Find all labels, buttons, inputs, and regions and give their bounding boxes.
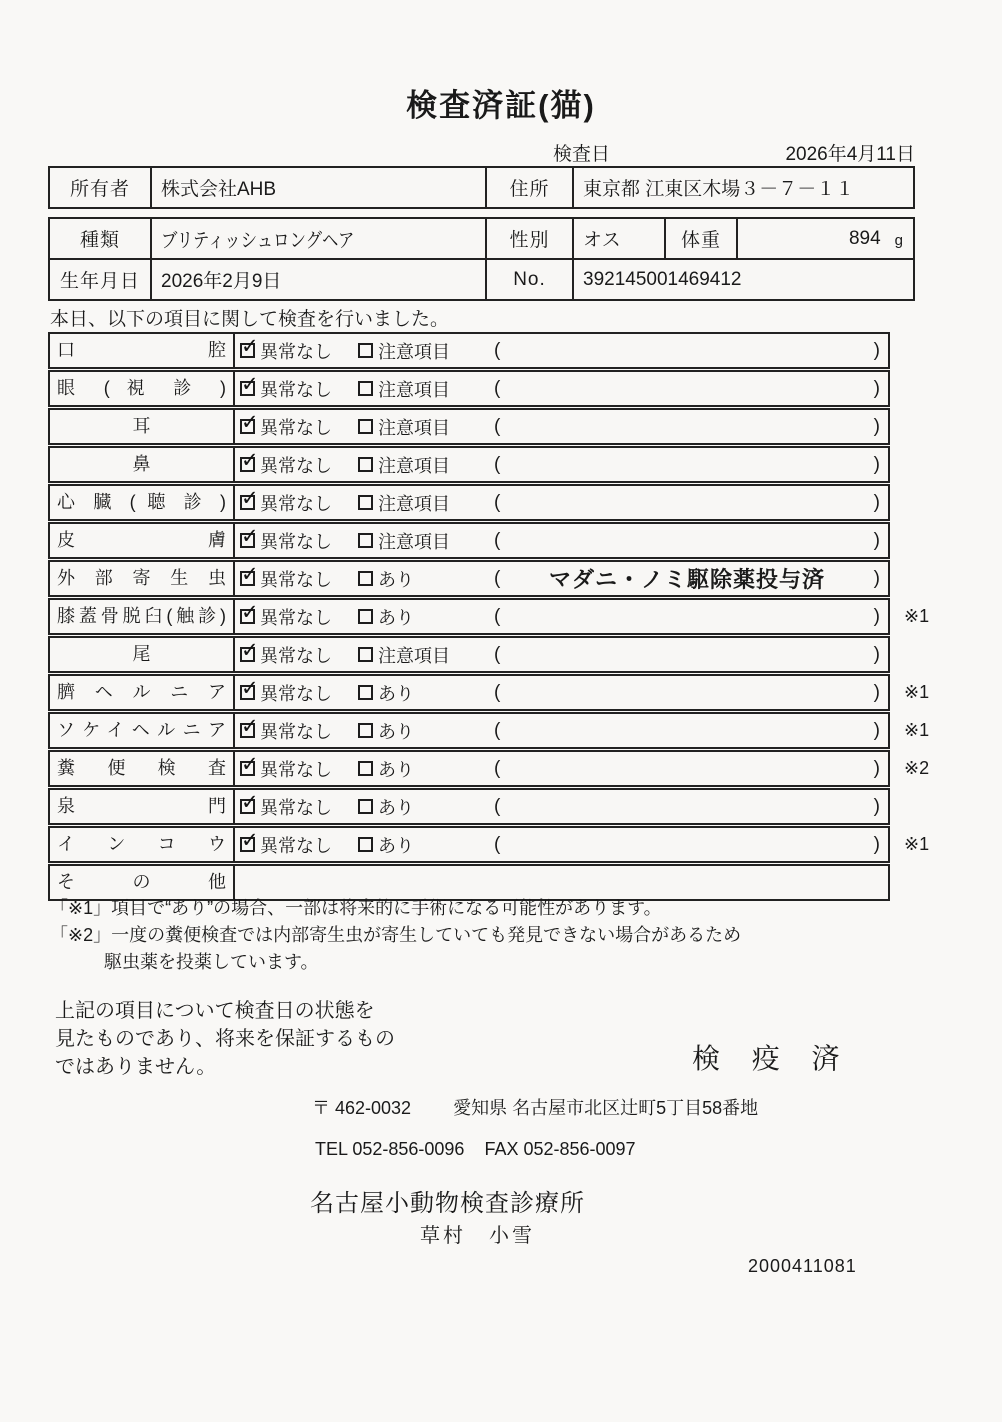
checkbox-no-abnormality <box>240 685 255 700</box>
option-group <box>240 452 358 478</box>
checkbox-present <box>358 799 373 814</box>
option-group <box>358 604 492 630</box>
birth-row <box>50 258 913 299</box>
paren-open: ( <box>494 453 501 475</box>
option-label: 異常なし <box>260 531 332 552</box>
checklist-row <box>48 370 890 407</box>
footnote-marker: ※1 <box>904 606 930 626</box>
checkbox-no-abnormality <box>240 723 255 738</box>
paren-open: ( <box>494 605 501 627</box>
checkbox-no-abnormality <box>240 799 255 814</box>
remarks-field <box>492 492 888 514</box>
checklist-row-content <box>235 448 888 481</box>
checkbox-present <box>358 571 373 586</box>
weight-unit: g <box>894 232 903 249</box>
checkbox-no-abnormality <box>240 571 255 586</box>
option-label: あり <box>378 835 414 856</box>
checklist-row-content <box>235 790 888 823</box>
remarks-field <box>492 720 888 742</box>
remarks-field <box>492 796 888 818</box>
checkbox-attention <box>358 533 373 548</box>
footnote-marker: ※1 <box>904 834 930 854</box>
option-group <box>240 490 358 516</box>
checkbox-present <box>358 761 373 776</box>
inspection-date-label: 検査日 <box>553 144 611 165</box>
checkbox-no-abnormality <box>240 495 255 510</box>
option-group <box>358 376 492 402</box>
clinic-postal-code: 〒 462-0032 <box>312 1098 412 1118</box>
option-label: あり <box>378 797 414 818</box>
option-group <box>358 718 492 744</box>
owner-value: 株式会社AHB <box>152 168 487 207</box>
checklist-item-label: 外 部 寄 生 虫 <box>50 562 235 595</box>
checklist-item-label: 耳 <box>50 410 235 443</box>
option-group <box>358 528 492 554</box>
option-label: あり <box>378 683 414 704</box>
option-group <box>358 414 492 440</box>
option-label: 異常なし <box>260 493 332 514</box>
checklist-item-label: 眼 ( 視 診 ) <box>50 372 235 405</box>
option-group <box>240 642 358 668</box>
footnote-marker: ※1 <box>904 682 930 702</box>
option-label: 異常なし <box>260 797 332 818</box>
option-label: 異常なし <box>260 455 332 476</box>
spacer <box>464 1139 484 1160</box>
paren-close: ) <box>873 795 880 817</box>
breed-row <box>50 219 913 258</box>
footnote-marker: ※2 <box>904 758 930 778</box>
remarks-field <box>492 416 888 438</box>
quarantine-passed-stamp: 検 疫 済 <box>692 1043 852 1074</box>
disclaimer-line: 見たものであり、将来を保証するもの <box>55 1028 395 1050</box>
checklist-row <box>48 826 930 863</box>
sex-value: オス <box>574 219 666 258</box>
checklist-row-content <box>235 676 888 709</box>
checkbox-no-abnormality <box>240 647 255 662</box>
checklist-row-content <box>235 752 888 785</box>
option-label: 異常なし <box>260 759 332 780</box>
paren-close: ) <box>873 491 880 513</box>
option-group <box>358 338 492 364</box>
birthdate-value: 2026年2月9日 <box>152 260 487 299</box>
checklist-row <box>48 408 890 445</box>
paren-open: ( <box>494 377 501 399</box>
checklist-item-label: 皮 膚 <box>50 524 235 557</box>
clinic-name: 名古屋小動物検査診療所 <box>310 1190 585 1217</box>
weight-value: 894 g <box>848 227 903 249</box>
remarks-field <box>492 530 888 552</box>
intro-text: 本日、以下の項目に関して検査を行いました。 <box>50 309 450 330</box>
owner-row <box>50 168 913 207</box>
checkbox-no-abnormality <box>240 837 255 852</box>
remarks-field <box>492 378 888 400</box>
checklist-item-label: イ ン コ ウ <box>50 828 235 861</box>
paren-close: ) <box>873 681 880 703</box>
remarks-text: マダニ・ノミ駆除薬投与済 <box>548 567 825 592</box>
option-group <box>358 680 492 706</box>
checklist-row <box>48 484 890 521</box>
paren-open: ( <box>494 719 501 741</box>
option-label: 異常なし <box>260 721 332 742</box>
option-group <box>240 414 358 440</box>
address-value: 東京都 江東区木場３－７－１１ <box>583 179 855 200</box>
checkbox-attention <box>358 381 373 396</box>
inspection-date-row <box>0 139 1002 165</box>
option-label: 注意項目 <box>378 455 450 476</box>
paren-close: ) <box>873 415 880 437</box>
checklist-row <box>48 788 890 825</box>
option-label: 異常なし <box>260 835 332 856</box>
checklist-row-content <box>235 714 888 747</box>
option-label: 異常なし <box>260 683 332 704</box>
option-label: あり <box>378 607 414 628</box>
veterinarian-name: 草村 小雪 <box>420 1225 535 1247</box>
paren-open: ( <box>494 833 501 855</box>
option-label: あり <box>378 759 414 780</box>
remarks-field <box>492 758 888 780</box>
remarks-field <box>492 606 888 628</box>
paren-close: ) <box>873 643 880 665</box>
checklist-row <box>48 522 890 559</box>
checkbox-attention <box>358 457 373 472</box>
option-group <box>358 756 492 782</box>
breed-value: ブリティッシュロングヘア <box>152 219 487 258</box>
remarks-field <box>492 340 888 362</box>
paren-close: ) <box>873 605 880 627</box>
checklist-row-content <box>235 372 888 405</box>
checklist-item-label: 臍 ヘ ル ニ ア <box>50 676 235 709</box>
checklist-row <box>48 598 930 635</box>
checkbox-present <box>358 723 373 738</box>
paren-close: ) <box>873 567 880 589</box>
checklist-row-content <box>235 562 888 595</box>
option-label: 異常なし <box>260 569 332 590</box>
paren-open: ( <box>494 643 501 665</box>
checklist-row <box>48 750 930 787</box>
checklist-row-content <box>235 334 888 367</box>
checklist-row <box>48 446 890 483</box>
checklist-item-label: 泉 門 <box>50 790 235 823</box>
paren-open: ( <box>494 339 501 361</box>
option-group <box>240 794 358 820</box>
footnote-2-continued: 駆虫薬を投薬しています。 <box>104 952 319 972</box>
option-group <box>240 566 358 592</box>
checkbox-attention <box>358 419 373 434</box>
checklist-row <box>48 560 890 597</box>
sex-label: 性別 <box>487 219 574 258</box>
footnote-marker: ※1 <box>904 720 930 740</box>
checklist-row <box>48 712 930 749</box>
option-group <box>240 756 358 782</box>
checklist-item-label: 糞 便 検 査 <box>50 752 235 785</box>
checklist-row-content <box>235 600 888 633</box>
option-group <box>358 566 492 592</box>
inspection-date-value: 2026年4月11日 <box>785 144 915 165</box>
checkbox-present <box>358 685 373 700</box>
clinic-address-line <box>312 1094 758 1120</box>
paren-open: ( <box>494 757 501 779</box>
checklist-item-label: 膝蓋骨脱臼(触診) <box>50 600 235 633</box>
option-label: あり <box>378 569 414 590</box>
option-group <box>240 376 358 402</box>
option-group <box>358 490 492 516</box>
checklist-item-label: 心 臓 ( 聴 診 ) <box>50 486 235 519</box>
checkbox-no-abnormality <box>240 609 255 624</box>
clinic-address: 愛知県 名古屋市北区辻町5丁目58番地 <box>453 1098 759 1118</box>
footnote-2: 「※2」一度の糞便検査では内部寄生虫が寄生していても発見できない場合があるため <box>50 925 742 945</box>
paren-open: ( <box>494 567 501 589</box>
checkbox-no-abnormality <box>240 343 255 358</box>
disclaimer-line: 上記の項目について検査日の状態を <box>55 1000 375 1022</box>
owner-table <box>48 166 915 209</box>
option-group <box>240 528 358 554</box>
checkbox-no-abnormality <box>240 457 255 472</box>
paren-close: ) <box>873 719 880 741</box>
checklist-row-content <box>235 524 888 557</box>
weight-label: 体重 <box>666 219 738 258</box>
remarks-field <box>492 682 888 704</box>
option-label: 注意項目 <box>378 531 450 552</box>
footnote-1: 「※1」項目で“あり”の場合、一部は将来的に手術になる可能性があります。 <box>50 898 662 918</box>
paren-close: ) <box>873 757 880 779</box>
paren-close: ) <box>873 453 880 475</box>
document-title: 検査済証(猫) <box>406 88 596 123</box>
option-group <box>240 832 358 858</box>
disclaimer-statement <box>55 997 395 1081</box>
option-label: 異常なし <box>260 645 332 666</box>
paren-open: ( <box>494 415 501 437</box>
option-group <box>240 604 358 630</box>
option-label: あり <box>378 721 414 742</box>
checkbox-present <box>358 837 373 852</box>
option-group <box>358 452 492 478</box>
document-serial-number: 2000411081 <box>748 1256 857 1276</box>
checklist-row <box>48 674 930 711</box>
checklist-row-content <box>235 828 888 861</box>
checklist-item-label: ソケイヘルニア <box>50 714 235 747</box>
checklist-row <box>48 636 890 673</box>
option-label: 注意項目 <box>378 341 450 362</box>
option-label: 注意項目 <box>378 417 450 438</box>
option-group <box>240 338 358 364</box>
checklist-item-label: 鼻 <box>50 448 235 481</box>
clinic-fax: FAX 052-856-0097 <box>484 1139 636 1159</box>
option-label: 異常なし <box>260 341 332 362</box>
checkbox-attention <box>358 343 373 358</box>
registration-no-value: 392145001469412 <box>583 268 742 290</box>
address-label: 住所 <box>487 168 574 207</box>
option-label: 注意項目 <box>378 379 450 400</box>
option-label: 注意項目 <box>378 493 450 514</box>
checkbox-no-abnormality <box>240 761 255 776</box>
option-group <box>358 794 492 820</box>
disclaimer-line: ではありません。 <box>55 1056 217 1078</box>
option-group <box>358 642 492 668</box>
clinic-phone-line <box>315 1139 636 1160</box>
checklist-table <box>48 332 1002 901</box>
paren-close: ) <box>873 833 880 855</box>
clinic-tel: TEL 052-856-0096 <box>315 1139 465 1159</box>
option-label: 異常なし <box>260 379 332 400</box>
breed-label: 種類 <box>50 219 152 258</box>
remarks-field <box>492 454 888 476</box>
owner-label: 所有者 <box>50 168 152 207</box>
checkbox-no-abnormality <box>240 381 255 396</box>
checklist-item-label: そ の 他 <box>50 866 235 899</box>
checklist-item-label: 口 腔 <box>50 334 235 367</box>
option-group <box>240 680 358 706</box>
paren-close: ) <box>873 339 880 361</box>
checklist-row-content <box>235 486 888 519</box>
checkbox-attention <box>358 495 373 510</box>
paren-open: ( <box>494 491 501 513</box>
registration-no-label: No. <box>487 260 574 299</box>
checklist-row-content <box>235 638 888 671</box>
option-group <box>358 832 492 858</box>
checkbox-attention <box>358 647 373 662</box>
checklist-item-label: 尾 <box>50 638 235 671</box>
checklist-row-content <box>235 410 888 443</box>
paren-open: ( <box>494 529 501 551</box>
remarks-field <box>492 563 888 594</box>
option-label: 注意項目 <box>378 645 450 666</box>
option-group <box>240 718 358 744</box>
checkbox-no-abnormality <box>240 419 255 434</box>
paren-close: ) <box>873 377 880 399</box>
remarks-field <box>492 834 888 856</box>
paren-close: ) <box>873 529 880 551</box>
checklist-row <box>48 332 890 369</box>
remarks-field <box>492 644 888 666</box>
option-label: 異常なし <box>260 607 332 628</box>
checkbox-no-abnormality <box>240 533 255 548</box>
checkbox-present <box>358 609 373 624</box>
paren-open: ( <box>494 795 501 817</box>
birthdate-label: 生年月日 <box>50 260 152 299</box>
animal-table <box>48 217 915 301</box>
paren-open: ( <box>494 681 501 703</box>
spacer <box>411 1094 453 1120</box>
option-label: 異常なし <box>260 417 332 438</box>
